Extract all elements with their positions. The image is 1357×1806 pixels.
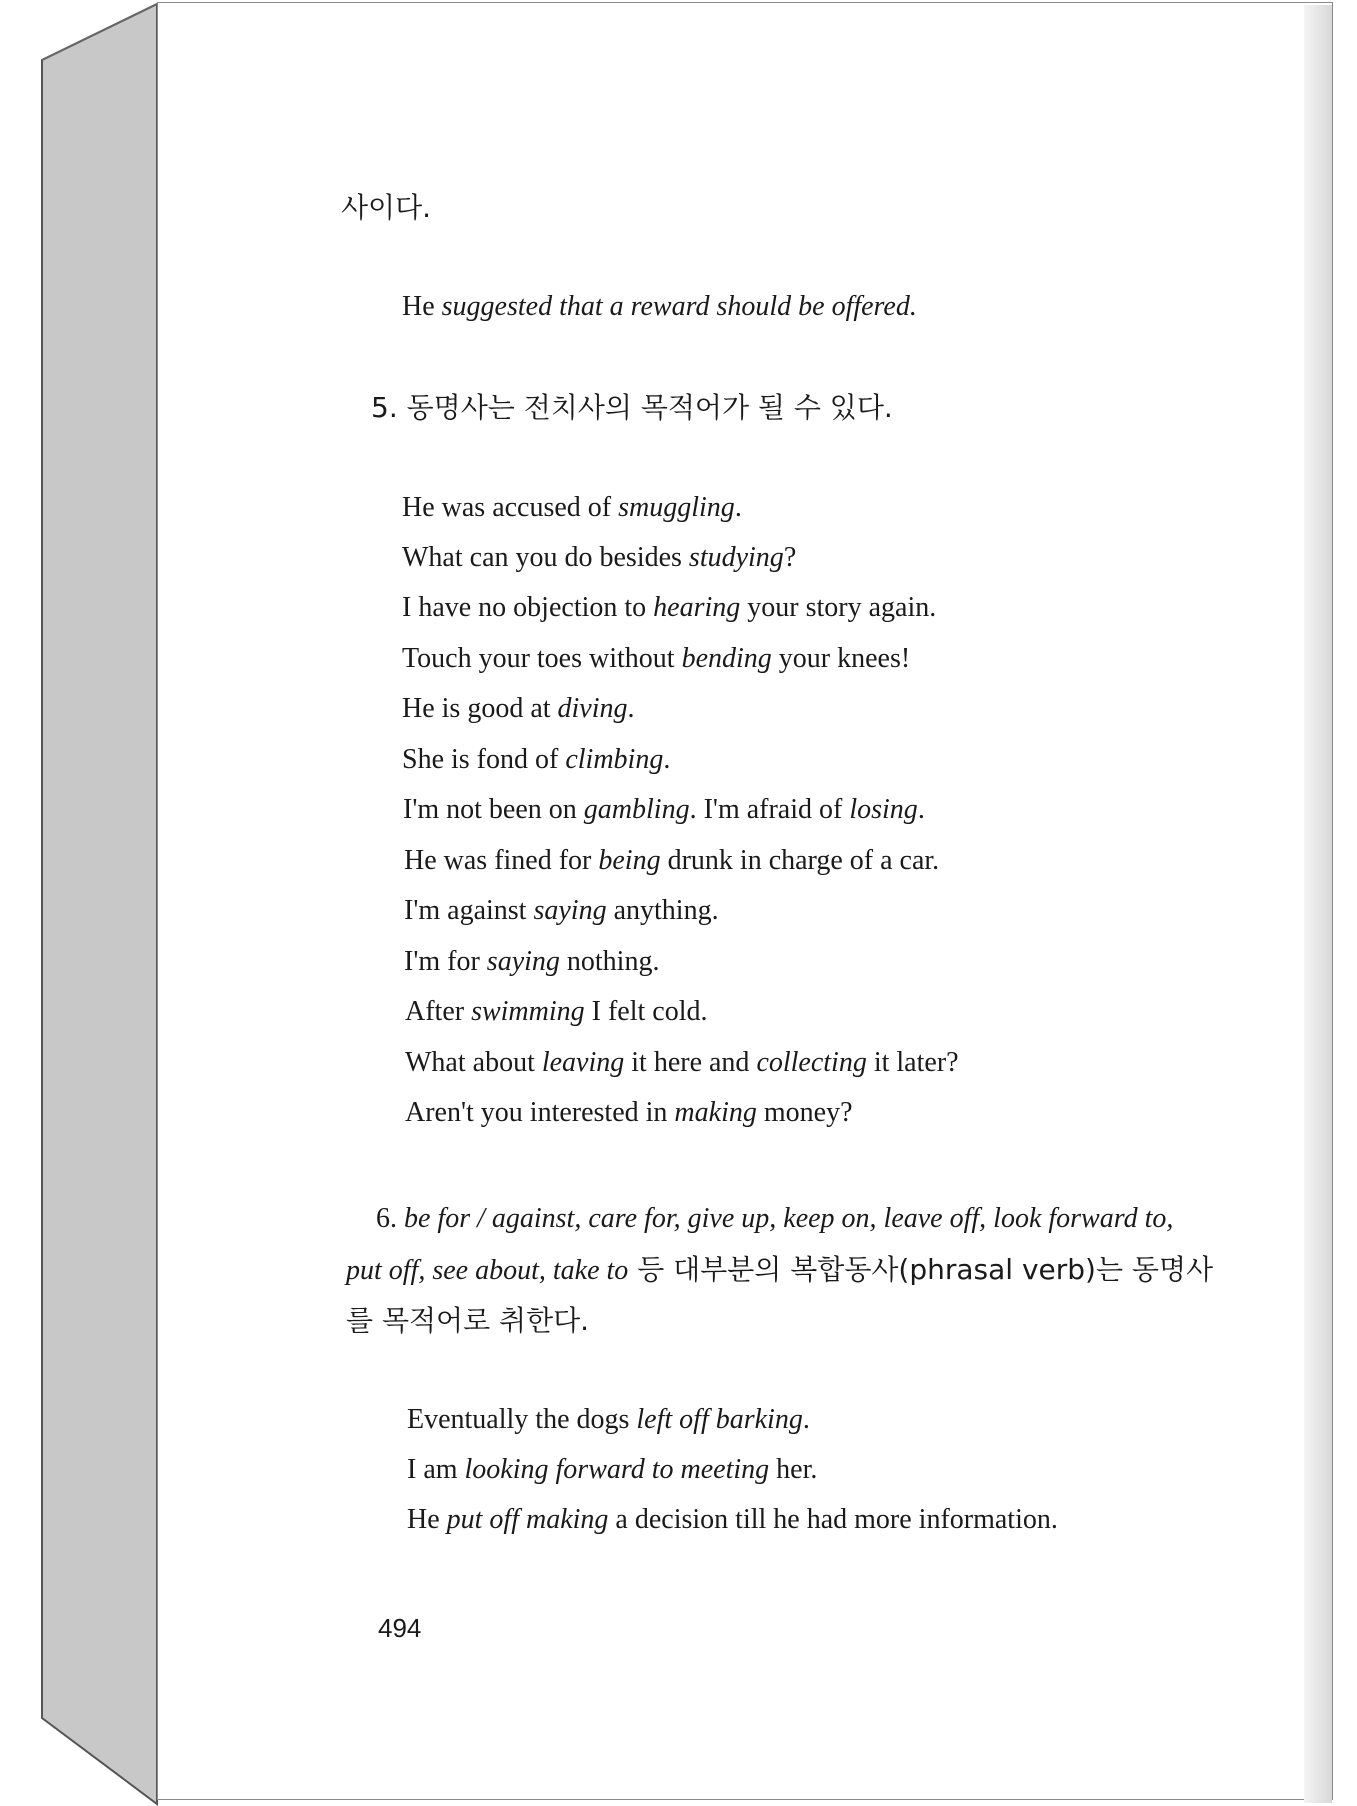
- example-line: I'm not been on gambling. I'm afraid of losing.: [403, 794, 925, 825]
- example-line: She is fond of climbing.: [402, 744, 671, 775]
- example-line: Touch your toes without bending your knees!: [402, 643, 911, 674]
- page-number: 494: [378, 1613, 422, 1643]
- example-line: I have no objection to hearing your story again.: [402, 592, 937, 623]
- example-line: What can you do besides studying?: [402, 542, 797, 573]
- example-line: He put off making a decision till he had more information.: [407, 1504, 1058, 1535]
- example-line: I am looking forward to meeting her.: [407, 1454, 818, 1485]
- example-line: He was accused of smuggling.: [402, 492, 742, 523]
- example-line: What about leaving it here and collecting it later?: [405, 1047, 959, 1078]
- section-6-line-3: 를 목적어로 취한다.: [346, 1304, 590, 1337]
- example-line: I'm against saying anything.: [404, 895, 719, 926]
- section-6-line-2: put off, see about, take to 등 대부분의 복합동사(phrasal verb)는 동명사: [346, 1253, 1214, 1286]
- continuation-text: 사이다.: [341, 191, 432, 224]
- example-line: I'm for saying nothing.: [404, 946, 660, 977]
- example-sentence: He suggested that a reward should be offered.: [402, 291, 917, 322]
- example-line: After swimming I felt cold.: [405, 996, 708, 1027]
- example-line: He is good at diving.: [402, 693, 635, 724]
- section-6-line-1: 6. be for / against, care for, give up, keep on, leave off, look forward to,: [376, 1203, 1174, 1234]
- page-content: [158, 3, 1334, 1801]
- book-page: [157, 2, 1333, 1800]
- example-line: Eventually the dogs left off barking.: [407, 1404, 810, 1435]
- example-line: He was fined for being drunk in charge of a car.: [404, 845, 940, 876]
- example-line: Aren't you interested in making money?: [405, 1097, 853, 1128]
- section-5-heading: 5. 동명사는 전치사의 목적어가 될 수 있다.: [371, 391, 893, 424]
